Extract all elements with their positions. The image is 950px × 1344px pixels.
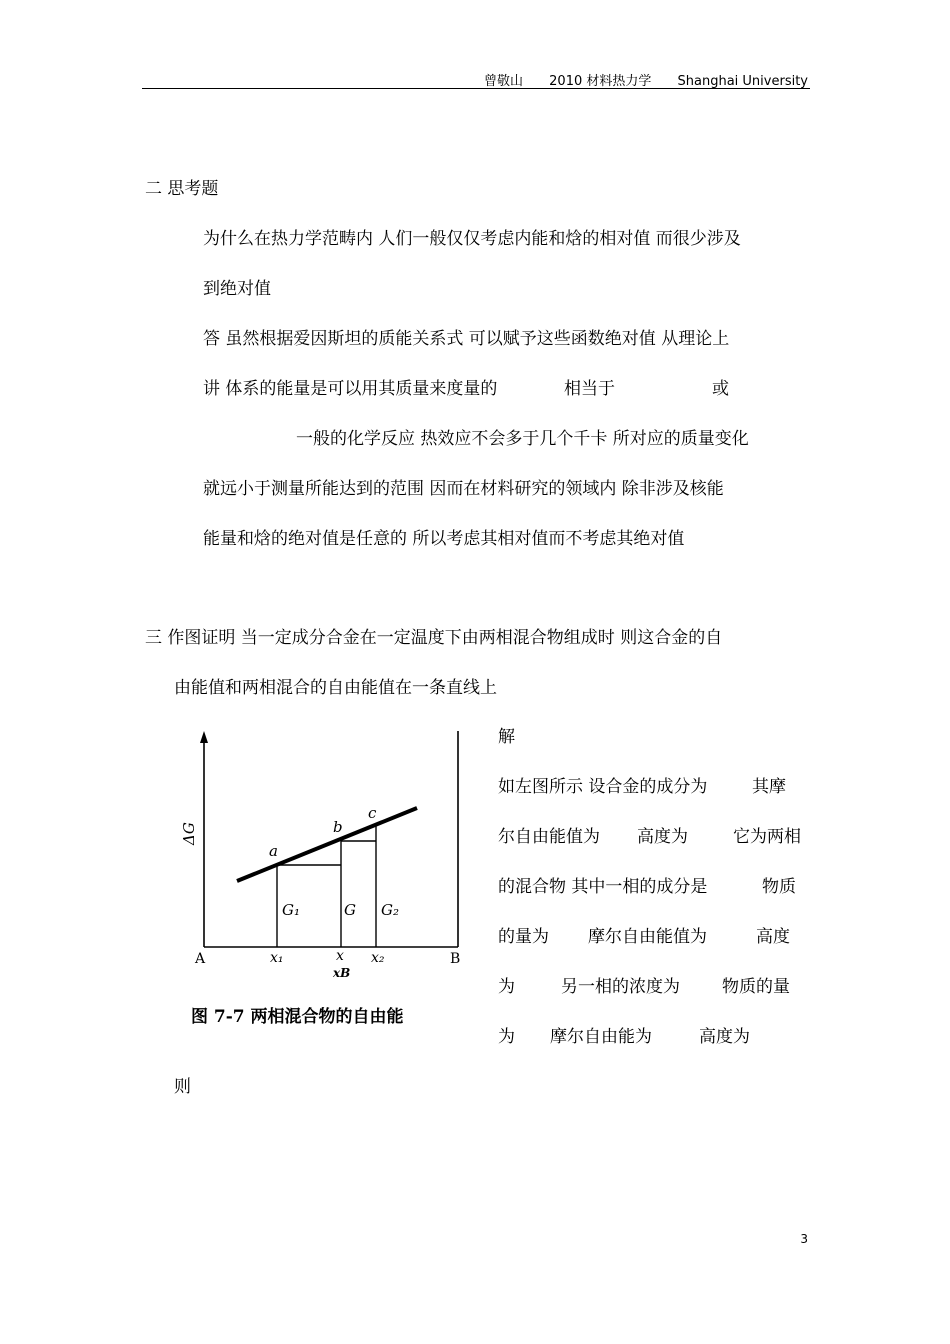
answer-line-2b: 相当于 (564, 379, 615, 399)
solution-line-6c: 高度为 (699, 1027, 750, 1047)
label-x2: x₂ (371, 950, 385, 966)
answer-line-4: 就远小于测量所能达到的范围 因而在材料研究的领域内 除非涉及核能 (203, 479, 724, 499)
header-school: Shanghai University (677, 74, 808, 89)
header-author: 曾敬山 (484, 74, 524, 89)
header-rule (142, 88, 810, 89)
point-b-label: b (333, 818, 343, 836)
solution-line-6b: 摩尔自由能为 (550, 1027, 652, 1047)
solution-line-2b: 高度为 (637, 827, 688, 847)
solution-line-2a: 尔自由能值为 (498, 827, 600, 847)
answer-line-3: 一般的化学反应 热效应不会多于几个千卡 所对应的质量变化 (296, 429, 749, 449)
g-label: G (344, 901, 356, 919)
label-A: A (195, 951, 206, 967)
answer-line-1: 答 虽然根据爱因斯坦的质能关系式 可以赋予这些函数绝对值 从理论上 (203, 329, 730, 349)
point-c-label: c (368, 804, 377, 822)
solution-line-1b: 其摩 (752, 777, 786, 797)
section3-heading-line-1: 三 作图证明 当一定成分合金在一定温度下由两相混合物组成时 则这合金的自 (145, 628, 723, 648)
label-x1: x₁ (270, 950, 284, 966)
section3-heading-line-2: 由能值和两相混合的自由能值在一条直线上 (174, 678, 497, 698)
label-B: B (450, 951, 461, 967)
solution-line-4a: 的量为 (498, 927, 549, 947)
page-number: 3 (800, 1232, 808, 1246)
solution-line-4c: 高度 (756, 927, 790, 947)
label-xb: xB (333, 966, 351, 980)
question-line-1: 为什么在热力学范畴内 人们一般仅仅考虑内能和焓的相对值 而很少涉及 (203, 229, 741, 249)
solution-line-4b: 摩尔自由能值为 (588, 927, 707, 947)
y-axis-arrow (200, 731, 208, 743)
section2-heading: 二 思考题 (145, 179, 219, 199)
g1-label: G₁ (282, 901, 300, 919)
solution-line-5b: 另一相的浓度为 (561, 977, 680, 997)
y-axis-label: ΔG (180, 822, 198, 845)
solution-line-1a: 如左图所示 设合金的成分为 (498, 777, 708, 797)
g2-label: G₂ (381, 901, 399, 919)
page-header (484, 70, 808, 89)
solution-line-6a: 为 (498, 1027, 515, 1047)
then-label: 则 (174, 1077, 191, 1097)
answer-line-2c: 或 (712, 379, 729, 399)
question-line-2: 到绝对值 (203, 279, 271, 299)
point-a-label: a (269, 842, 278, 860)
solution-line-5c: 物质的量 (722, 977, 790, 997)
figure-caption: 图 7-7 两相混合物的自由能 (191, 1007, 404, 1027)
solution-line-3b: 物质 (762, 877, 796, 897)
solution-line-5a: 为 (498, 977, 515, 997)
answer-line-5: 能量和焓的绝对值是任意的 所以考虑其相对值而不考虑其绝对值 (203, 529, 685, 549)
solution-line-3a: 的混合物 其中一相的成分是 (498, 877, 708, 897)
header-course: 2010 材料热力学 (549, 74, 652, 89)
solution-title: 解 (498, 727, 515, 747)
common-tangent-line (237, 808, 417, 881)
free-energy-diagram (180, 725, 475, 1035)
label-x: x (336, 948, 344, 964)
answer-line-2a: 讲 体系的能量是可以用其质量来度量的 (203, 379, 498, 399)
solution-line-2c: 它为两相 (733, 827, 801, 847)
